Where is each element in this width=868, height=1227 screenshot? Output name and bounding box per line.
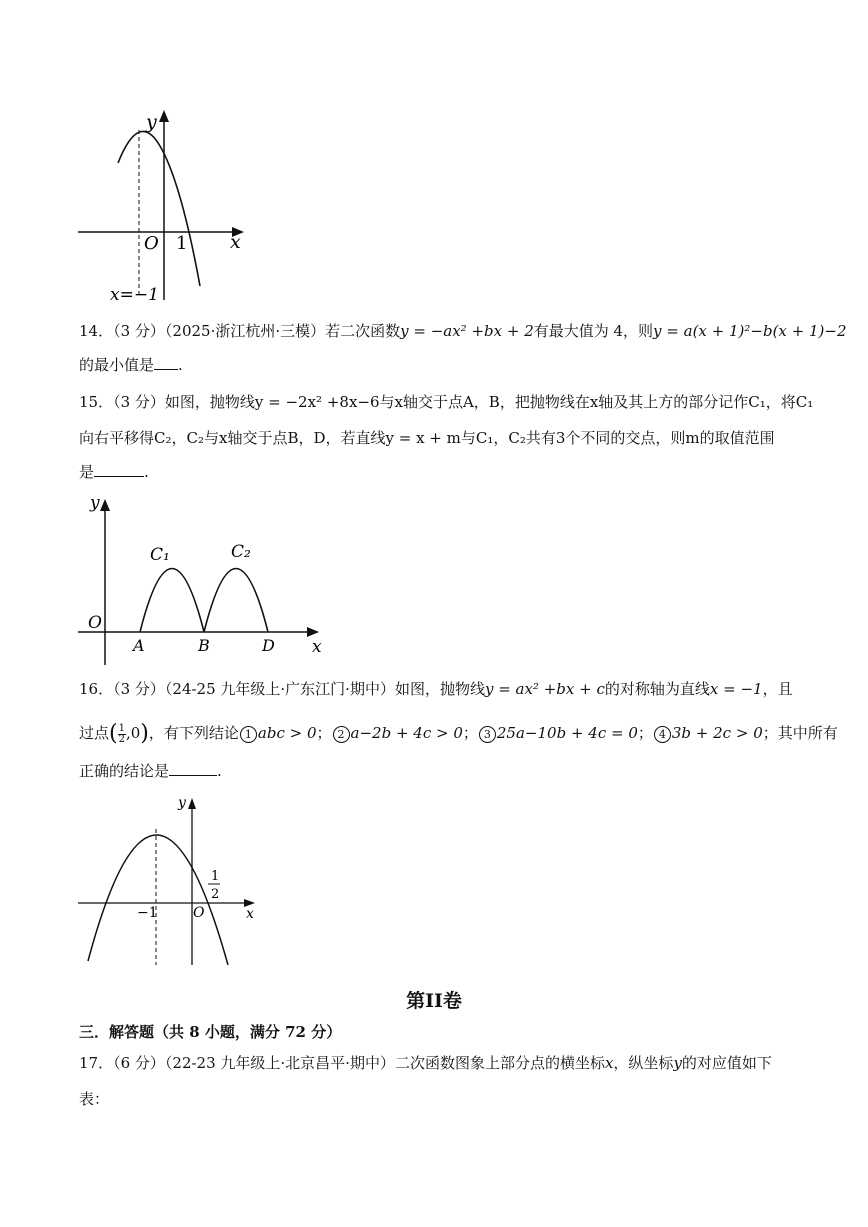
y-axis-arrow [159, 110, 169, 122]
curve-c1 [140, 569, 204, 633]
q16-mid: 的对称轴为直线 [604, 680, 710, 698]
q16-line2-end: ；其中所有 [762, 724, 838, 742]
point-d-label: D [262, 636, 275, 655]
circled-number-1: 1 [240, 726, 257, 743]
circled-number-3: 3 [479, 726, 496, 743]
fraction-numerator: 1 [118, 722, 125, 734]
q14-end: . [178, 356, 183, 374]
point-b-label: B [198, 636, 210, 655]
y-axis-arrow [100, 499, 110, 511]
q14-answer-blank[interactable] [154, 355, 178, 370]
q16-answer-blank[interactable] [169, 761, 217, 776]
q15-line-3 [79, 462, 149, 482]
q14-line-2 [79, 355, 183, 375]
q16-text: 正确的结论是 [79, 762, 170, 780]
q17-prefix: 17．（6 分）（22-23 九年级上·北京昌平·期中）二次函数图象上部分点的横坐标 [79, 1054, 605, 1072]
q14-line-1 [79, 321, 847, 341]
origin-label: O [193, 905, 205, 921]
curve-c2-label: C₂ [231, 542, 251, 562]
q16-line-3 [79, 761, 222, 781]
q16-line2-prefix: 过点 [79, 724, 110, 742]
separator: ； [316, 724, 332, 742]
parabola-curve [88, 835, 228, 965]
q14-text: 的最小值是 [79, 356, 155, 374]
curve-c1-label: C₁ [150, 545, 170, 565]
q16-prefix: 16．（3 分）（24-25 九年级上·广东江门·期中）如图，抛物线 [79, 680, 485, 698]
part3-heading: 三．解答题（共 8 小题，满分 72 分） [79, 1023, 342, 1041]
figure-parabola-3 [78, 793, 268, 973]
q17-end: 的对应值如下 [681, 1054, 772, 1072]
q16-expr-1: y = ax² +bx + c [484, 680, 605, 698]
point-rest: ,0 [125, 724, 141, 742]
origin-label: O [144, 233, 159, 254]
q16-end-mark: . [217, 762, 222, 780]
q14-expr-2: y = a(x + 1)²−b(x + 1)−2 [653, 322, 847, 340]
y-axis-label: y [178, 795, 186, 811]
point-paren-open: ( [109, 721, 118, 746]
fraction-denominator: 2 [118, 733, 125, 745]
x-axis-label: x [312, 637, 322, 657]
circled-number-2: 2 [333, 726, 350, 743]
x-axis-label: x [230, 231, 241, 253]
point-fraction [118, 724, 126, 745]
q17-line-1 [79, 1053, 772, 1073]
parabola-curve [118, 131, 200, 286]
q17-var-x: x [604, 1054, 614, 1072]
q17-mid: ，纵坐标 [613, 1054, 674, 1072]
origin-label: O [88, 613, 102, 633]
point-a-label: A [133, 636, 145, 655]
q17-line-2: 表： [79, 1090, 110, 1108]
point-paren-close: ) [140, 721, 149, 746]
q15-answer-blank[interactable] [94, 462, 144, 477]
q14-mid: 有最大值为 4，则 [533, 322, 654, 340]
q16-expr-2: x = −1 [709, 680, 763, 698]
fraction-numerator: 1 [211, 869, 220, 884]
q15-text: 是 [79, 463, 95, 481]
q15-end: . [144, 463, 149, 481]
figure-parabola-1 [78, 108, 258, 308]
q16-line-1 [79, 679, 793, 699]
separator: ； [637, 724, 653, 742]
separator: ； [462, 724, 478, 742]
q15-line-1: 15．（3 分）如图，抛物线y = −2x² +8x−6与x轴交于点A，B，把抛物线在x轴及其上方的部分记作C₁，将C₁ [79, 393, 814, 411]
q16-line2-mid: ，有下列结论 [148, 724, 239, 742]
tick-1-label: 1 [176, 233, 188, 254]
fraction-denominator: 2 [211, 887, 220, 902]
q16-end: ，且 [762, 680, 793, 698]
neg-one-label: −1 [137, 905, 158, 921]
q17-var-y: y [673, 1054, 682, 1072]
q15-line-2: 向右平移得C₂，C₂与x轴交于点B，D，若直线y = x + m与C₁，C₂共有3个不同的交点，则m的取值范围 [79, 429, 775, 447]
conclusion-1: abc > 0 [257, 724, 317, 742]
y-axis-arrow [188, 798, 196, 809]
y-axis-label: y [146, 111, 157, 133]
y-axis-label: y [90, 493, 100, 513]
q16-line-2 [79, 723, 838, 745]
curve-c2 [204, 569, 268, 633]
conclusion-2: a−2b + 4c > 0 [350, 724, 463, 742]
x-axis-arrow [307, 627, 319, 637]
conclusion-3: 25a−10b + 4c = 0 [496, 724, 638, 742]
circled-number-4: 4 [654, 726, 671, 743]
q14-prefix: 14．（3 分）（2025·浙江杭州·三模）若二次函数 [79, 322, 401, 340]
q14-expr-1: y = −ax² +bx + 2 [400, 322, 534, 340]
conclusion-4: 3b + 2c > 0 [671, 724, 763, 742]
symmetry-line-label: x=−1 [110, 285, 159, 305]
x-axis-label: x [246, 906, 254, 922]
figure-parabolas-c1-c2 [78, 490, 328, 665]
section-title: 第II卷 [406, 990, 462, 1012]
